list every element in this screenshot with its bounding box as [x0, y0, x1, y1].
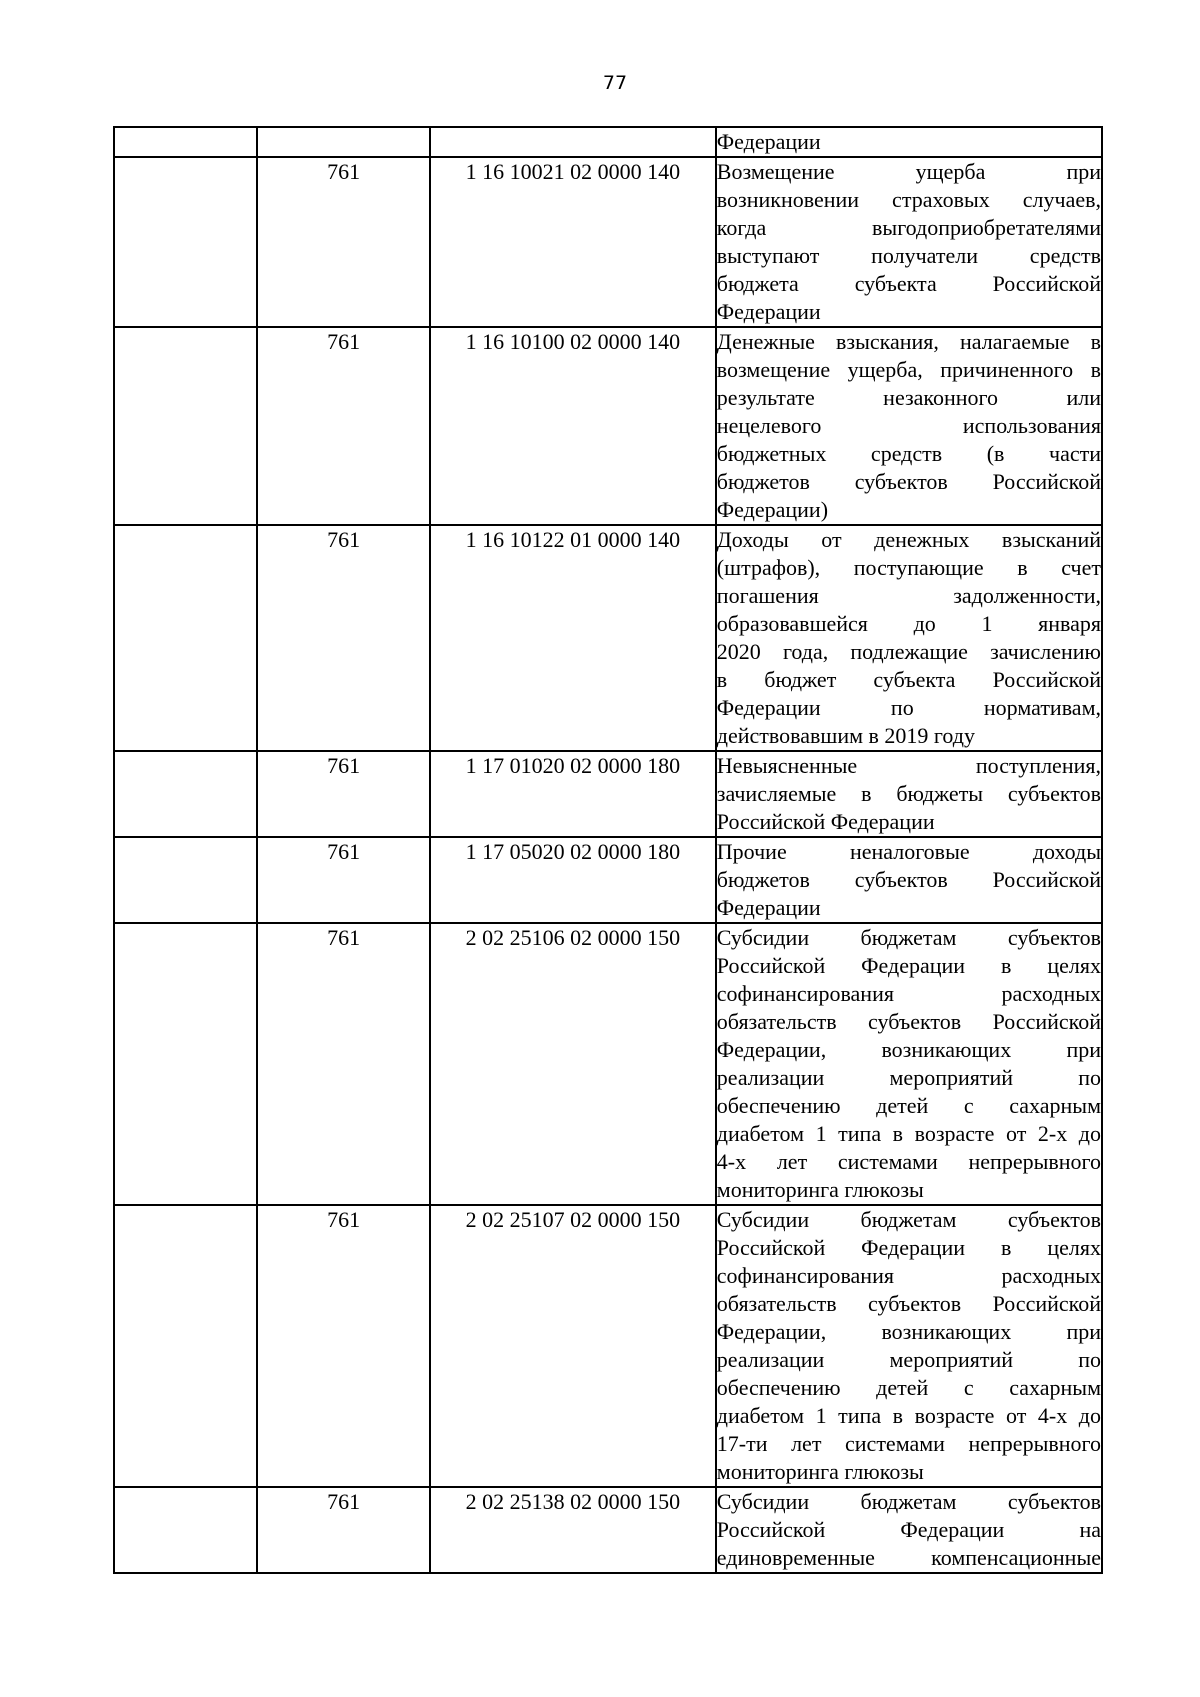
- description-line: 17-ти лет системами непрерывного: [716, 1431, 1101, 1456]
- description-line: Федерации: [716, 299, 821, 324]
- empty-cell: [114, 751, 257, 837]
- description-line: Федерации: [716, 129, 821, 154]
- table-row: [114, 327, 1102, 525]
- description-line: когда выгодоприобретателями: [716, 215, 1101, 240]
- description-line: мониторинга глюкозы: [716, 1459, 924, 1484]
- description-line: результате незаконного или: [716, 385, 1101, 410]
- admin-code-cell: 761: [257, 525, 430, 751]
- description-line: погашения задолженности,: [716, 583, 1101, 608]
- description-line: Федерации, возникающих при: [716, 1037, 1101, 1062]
- empty-cell: [114, 327, 257, 525]
- table-row: [114, 837, 1102, 923]
- description-line: Доходы от денежных взысканий: [716, 527, 1101, 552]
- description-line: Субсидии бюджетам субъектов: [716, 925, 1101, 950]
- description-line: единовременные компенсационные: [716, 1545, 1101, 1570]
- description-line: Субсидии бюджетам субъектов: [716, 1207, 1101, 1232]
- description-line: (штрафов), поступающие в счет: [716, 555, 1101, 580]
- description-line: Субсидии бюджетам субъектов: [716, 1489, 1101, 1514]
- description-line: возникновении страховых случаев,: [716, 187, 1101, 212]
- table-row: [114, 751, 1102, 837]
- description-cell: [716, 923, 1102, 1205]
- revenue-code-cell: [430, 127, 716, 157]
- revenue-code-cell: 2 02 25107 02 0000 150: [430, 1205, 716, 1487]
- table-row: [114, 1487, 1102, 1573]
- description-line: возмещение ущерба, причиненного в: [716, 357, 1101, 382]
- page-number: 77: [602, 72, 628, 94]
- admin-code-cell: 761: [257, 157, 430, 327]
- description-line: Возмещение ущерба при: [716, 159, 1101, 184]
- admin-code-cell: 761: [257, 1487, 430, 1573]
- revenue-code-cell: 1 17 01020 02 0000 180: [430, 751, 716, 837]
- empty-cell: [114, 157, 257, 327]
- empty-cell: [114, 127, 257, 157]
- empty-cell: [114, 525, 257, 751]
- description-cell: [716, 1205, 1102, 1487]
- revenue-code-cell: 1 16 10021 02 0000 140: [430, 157, 716, 327]
- description-cell: [716, 1487, 1102, 1573]
- description-line: действовавшим в 2019 году: [716, 723, 975, 748]
- description-line: Прочие неналоговые доходы: [716, 839, 1101, 864]
- admin-code-cell: 761: [257, 923, 430, 1205]
- revenue-code-cell: 1 16 10122 01 0000 140: [430, 525, 716, 751]
- description-line: 2020 года, подлежащие зачислению: [716, 639, 1101, 664]
- description-line: обеспечению детей с сахарным: [716, 1375, 1101, 1400]
- description-line: диабетом 1 типа в возрасте от 2-х до: [716, 1121, 1101, 1146]
- revenue-codes-table: [113, 126, 1103, 1574]
- description-line: в бюджет субъекта Российской: [716, 667, 1101, 692]
- admin-code-cell: 761: [257, 837, 430, 923]
- description-line: бюджетных средств (в части: [716, 441, 1101, 466]
- table-row: [114, 1205, 1102, 1487]
- description-cell: [716, 157, 1102, 327]
- description-cell: [716, 837, 1102, 923]
- description-line: софинансирования расходных: [716, 1263, 1101, 1288]
- admin-code-cell: 761: [257, 751, 430, 837]
- description-line: Федерации, возникающих при: [716, 1319, 1101, 1344]
- table-row: [114, 923, 1102, 1205]
- table-row: [114, 157, 1102, 327]
- description-line: бюджетов субъектов Российской: [716, 867, 1101, 892]
- description-line: обязательств субъектов Российской: [716, 1291, 1101, 1316]
- description-line: 4-х лет системами непрерывного: [716, 1149, 1101, 1174]
- description-line: обязательств субъектов Российской: [716, 1009, 1101, 1034]
- table-row: [114, 525, 1102, 751]
- empty-cell: [114, 837, 257, 923]
- description-line: нецелевого использования: [716, 413, 1101, 438]
- description-cell: [716, 127, 1102, 157]
- revenue-code-cell: 2 02 25106 02 0000 150: [430, 923, 716, 1205]
- description-line: софинансирования расходных: [716, 981, 1101, 1006]
- description-line: Российской Федерации в целях: [716, 953, 1101, 978]
- empty-cell: [114, 923, 257, 1205]
- empty-cell: [114, 1487, 257, 1573]
- description-line: Федерации по нормативам,: [716, 695, 1101, 720]
- description-line: Федерации): [716, 497, 829, 522]
- revenue-code-cell: 1 16 10100 02 0000 140: [430, 327, 716, 525]
- admin-code-cell: 761: [257, 1205, 430, 1487]
- description-line: Российской Федерации в целях: [716, 1235, 1101, 1260]
- description-line: бюджета субъекта Российской: [716, 271, 1101, 296]
- description-line: Невыясненные поступления,: [716, 753, 1101, 778]
- revenue-code-cell: 2 02 25138 02 0000 150: [430, 1487, 716, 1573]
- description-line: Российской Федерации: [716, 809, 935, 834]
- description-line: диабетом 1 типа в возрасте от 4-х до: [716, 1403, 1101, 1428]
- description-line: Денежные взыскания, налагаемые в: [716, 329, 1101, 354]
- description-line: выступают получатели средств: [716, 243, 1101, 268]
- description-line: реализации мероприятий по: [716, 1347, 1101, 1372]
- description-line: Федерации: [716, 895, 821, 920]
- description-line: зачисляемые в бюджеты субъектов: [716, 781, 1101, 806]
- revenue-code-cell: 1 17 05020 02 0000 180: [430, 837, 716, 923]
- empty-cell: [114, 1205, 257, 1487]
- description-line: Российской Федерации на: [716, 1517, 1101, 1542]
- description-cell: [716, 327, 1102, 525]
- description-line: обеспечению детей с сахарным: [716, 1093, 1101, 1118]
- description-line: образовавшейся до 1 января: [716, 611, 1101, 636]
- description-line: реализации мероприятий по: [716, 1065, 1101, 1090]
- description-line: бюджетов субъектов Российской: [716, 469, 1101, 494]
- table-row: [114, 127, 1102, 157]
- admin-code-cell: 761: [257, 327, 430, 525]
- description-cell: [716, 751, 1102, 837]
- description-line: мониторинга глюкозы: [716, 1177, 924, 1202]
- table-body: [114, 127, 1102, 1573]
- description-cell: [716, 525, 1102, 751]
- admin-code-cell: [257, 127, 430, 157]
